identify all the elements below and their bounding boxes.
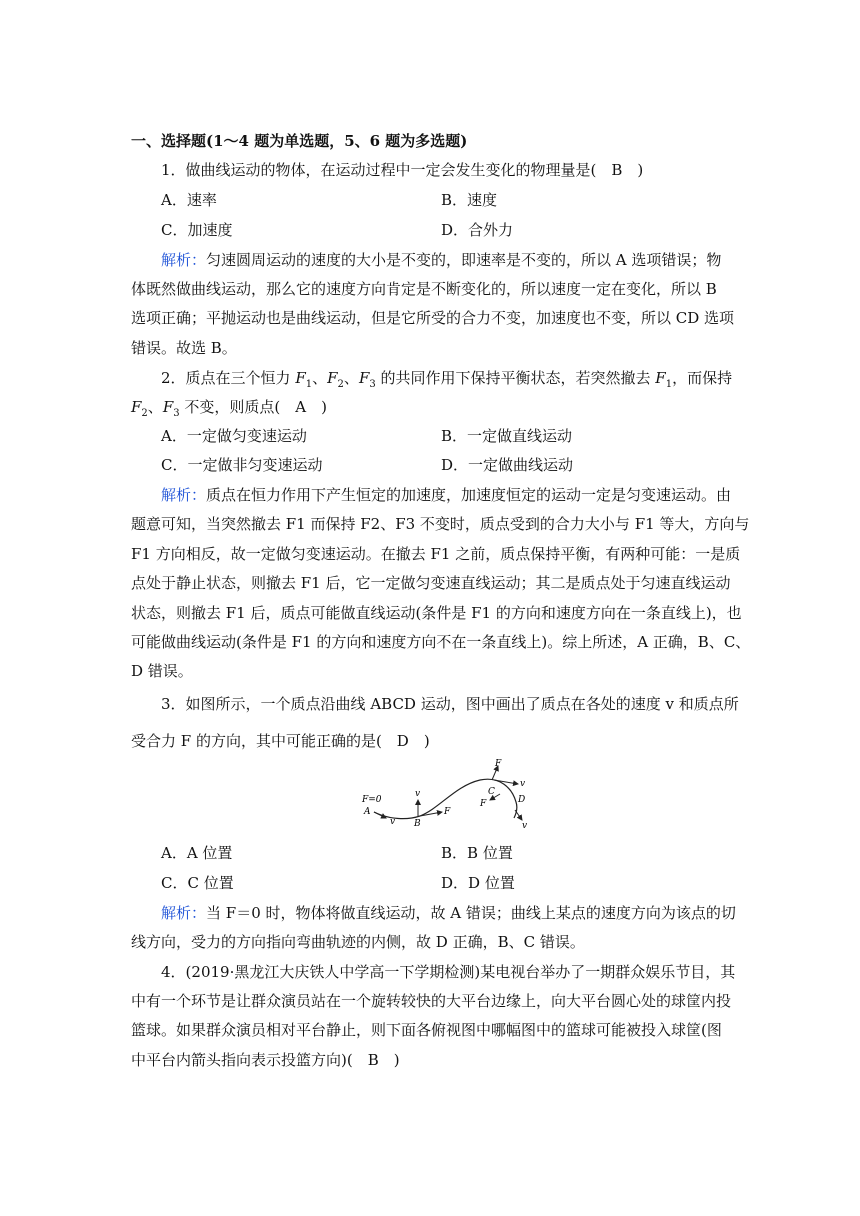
label-v-a: v [390, 817, 396, 827]
q2-option-a: A．一定做匀变速运动 [161, 427, 307, 445]
label-f-b: F [444, 807, 451, 817]
q2-analysis-line-5: 状态，则撤去 F1 后，质点可能做直线运动(条件是 F1 的方向和速度方向在一条直线上)，也 [131, 604, 742, 622]
q1-analysis-line-1: 解析：匀速圆周运动的速度的大小是不变的，即速率是不变的，所以 A 选项错误；物 [161, 251, 722, 269]
label-point-b: B [414, 819, 421, 829]
q3-stem-line-2: 受合力 F 的方向，其中可能正确的是( D ) [131, 732, 430, 750]
label-point-a: A [364, 807, 371, 817]
label-v-d: v [522, 821, 528, 830]
q1-stem: 1．做曲线运动的物体，在运动过程中一定会发生变化的物理量是( B ) [161, 161, 644, 179]
label-f-c-up: F [495, 759, 502, 769]
q2-stem-line-1: 2．质点在三个恒力 $F_1$、$F_2$、$F_3$ 的共同作用下保持平衡状态，若突然撤去 $F_1$，而保持 [161, 369, 733, 390]
q1-option-d: D．合外力 [441, 221, 514, 239]
q3-option-a: A．A 位置 [161, 844, 233, 862]
q2-analysis-line-1: 解析：质点在恒力作用下产生恒定的加速度，加速度恒定的运动一定是匀变速运动。由 [161, 486, 732, 504]
label-v-b: v [415, 789, 421, 799]
q1-option-b: B．速度 [441, 191, 498, 209]
q2-stem-line-2: $F_2$、$F_3$ 不变，则质点( A ) [131, 398, 327, 419]
label-v-c: v [520, 779, 526, 789]
q4-stem-line-1: 4．(2019·黑龙江大庆铁人中学高一下学期检测)某电视台举办了一期群众娱乐节目，其 [161, 963, 736, 981]
q2-analysis-line-4: 点处于静止状态，则撤去 F1 后，它一定做匀变速直线运动；其二是质点处于匀速直线运动 [131, 574, 731, 592]
q4-stem-line-2: 中有一个环节是让群众演员站在一个旋转较快的大平台边缘上，向大平台圆心处的球筐内投 [131, 992, 732, 1010]
q3-option-d: D．D 位置 [441, 874, 515, 892]
v-arrow-a [374, 812, 386, 818]
q2-analysis-line-7: D 错误。 [131, 662, 193, 680]
q1-analysis-line-4: 错误。故选 B。 [131, 339, 237, 357]
label-f-c: F [480, 799, 487, 809]
q3-option-c: C．C 位置 [161, 874, 234, 892]
q1-option-c: C．加速度 [161, 221, 233, 239]
q4-stem-line-4: 中平台内箭头指向表示投篮方向)( B ) [131, 1051, 400, 1069]
q3-analysis-line-1: 解析：当 F＝0 时，物体将做直线运动，故 A 错误；曲线上某点的速度方向为该点的切 [161, 904, 736, 922]
q3-stem-line-1: 3．如图所示，一个质点沿曲线 ABCD 运动，图中画出了质点在各处的速度 v 和质点所 [161, 695, 739, 713]
q2-analysis-line-3: F1 方向相反，故一定做匀变速运动。在撤去 F1 之前，质点保持平衡，有两种可能：一是质 [131, 545, 741, 563]
q1-analysis-line-2: 体既然做曲线运动，那么它的速度方向肯定是不断变化的，所以速度一定在变化，所以 B [131, 280, 717, 298]
q1-analysis-line-3: 选项正确；平抛运动也是曲线运动，但是它所受的合力不变，加速度也不变，所以 CD 选项 [131, 309, 735, 327]
q3-trajectory-figure [360, 758, 538, 830]
q3-analysis-line-2: 线方向，受力的方向指向弯曲轨迹的内侧，故 D 正确，B、C 错误。 [131, 933, 585, 951]
analysis-label: 解析： [161, 251, 207, 269]
label-point-c: C [488, 787, 495, 797]
q2-analysis-line-6: 可能做曲线运动(条件是 F1 的方向和速度方向不在一条直线上)。综上所述，A 正确，B、C、 [131, 633, 751, 651]
analysis-label: 解析： [161, 486, 207, 504]
q1-option-a: A．速率 [161, 191, 217, 209]
q2-option-c: C．一定做非匀变速运动 [161, 456, 323, 474]
analysis-label: 解析： [161, 904, 207, 922]
q4-stem-line-3: 篮球。如果群众演员相对平台静止，则下面各俯视图中哪幅图中的篮球可能被投入球筐(图 [131, 1021, 722, 1039]
q3-option-b: B．B 位置 [441, 844, 513, 862]
v-arrow-c [494, 780, 518, 784]
v-arrow-d [515, 810, 522, 820]
label-f-zero: F=0 [362, 795, 382, 805]
q2-analysis-line-2: 题意可知，当突然撤去 F1 而保持 F2、F3 不变时，质点受到的合力大小与 F1 等大，方向与 [131, 515, 750, 533]
label-point-d: D [518, 795, 526, 805]
q2-option-b: B．一定做直线运动 [441, 427, 573, 445]
q2-option-d: D．一定做曲线运动 [441, 456, 574, 474]
section-title: 一、选择题(1～4 题为单选题，5、6 题为多选题) [131, 132, 468, 150]
